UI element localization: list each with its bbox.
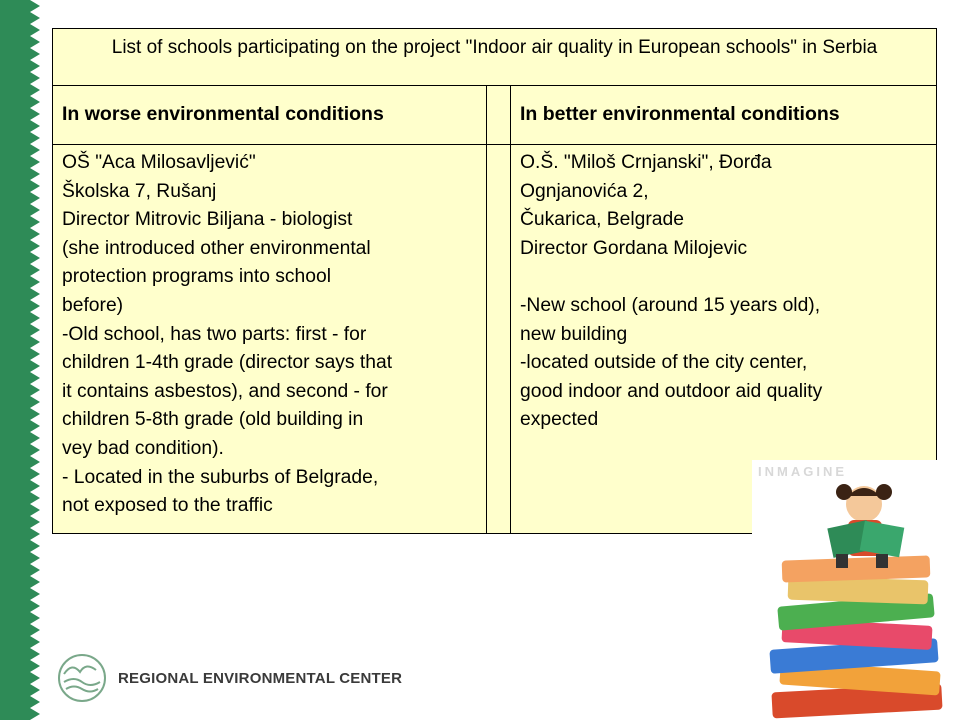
school-worse-details (53, 145, 487, 534)
schools-table (52, 28, 937, 534)
right-line: expected (520, 409, 599, 431)
left-line: protection programs into school (62, 266, 332, 288)
left-zigzag-stripe (0, 0, 44, 720)
right-line: Čukarica, Belgrade (520, 209, 684, 231)
right-line: Ognjanovića 2, (520, 180, 649, 202)
spacer-cell (487, 145, 511, 534)
left-line: children 5-8th grade (old building in (62, 409, 364, 431)
left-line: OŠ "Aca Milosavljević" (62, 152, 256, 173)
table-title: List of schools participating on the project "Indoor air quality in European schools" in Serbia (53, 29, 937, 86)
left-line: vey bad condition). (62, 437, 224, 459)
watermark-text: INMAGINE (758, 464, 847, 479)
schools-table-container (52, 28, 936, 534)
left-line: (she introduced other environmental (62, 237, 371, 259)
left-line: before) (62, 294, 124, 316)
org-name: REGIONAL ENVIRONMENTAL CENTER (118, 670, 403, 687)
right-line: Director Gordana Milojevic (520, 237, 748, 259)
header-row (53, 86, 937, 145)
right-line: new building (520, 323, 628, 345)
spacer-cell (487, 86, 511, 145)
rec-logo-icon (56, 652, 108, 704)
right-line: -New school (around 15 years old), (520, 294, 821, 316)
right-line: O.Š. "Miloš Crnjanski", Đorđa (520, 152, 772, 173)
left-line: not exposed to the traffic (62, 495, 273, 517)
right-blank-line (520, 263, 928, 292)
left-line: Director Mitrovic Biljana - biologist (62, 209, 353, 231)
left-line: children 1-4th grade (director says that (62, 352, 393, 374)
right-line: good indoor and outdoor aid quality (520, 380, 823, 402)
header-better-conditions: In better environmental conditions (511, 86, 937, 145)
right-line: -located outside of the city center, (520, 352, 808, 374)
girl-reading-on-books-illustration (752, 460, 960, 720)
left-line: Školska 7, Rušanj (62, 180, 217, 202)
left-line: it contains asbestos), and second - for (62, 380, 388, 402)
left-line: -Old school, has two parts: first - for (62, 323, 367, 345)
header-worse-conditions: In worse environmental conditions (53, 86, 487, 145)
left-line: - Located in the suburbs of Belgrade, (62, 466, 379, 488)
title-row (53, 29, 937, 86)
